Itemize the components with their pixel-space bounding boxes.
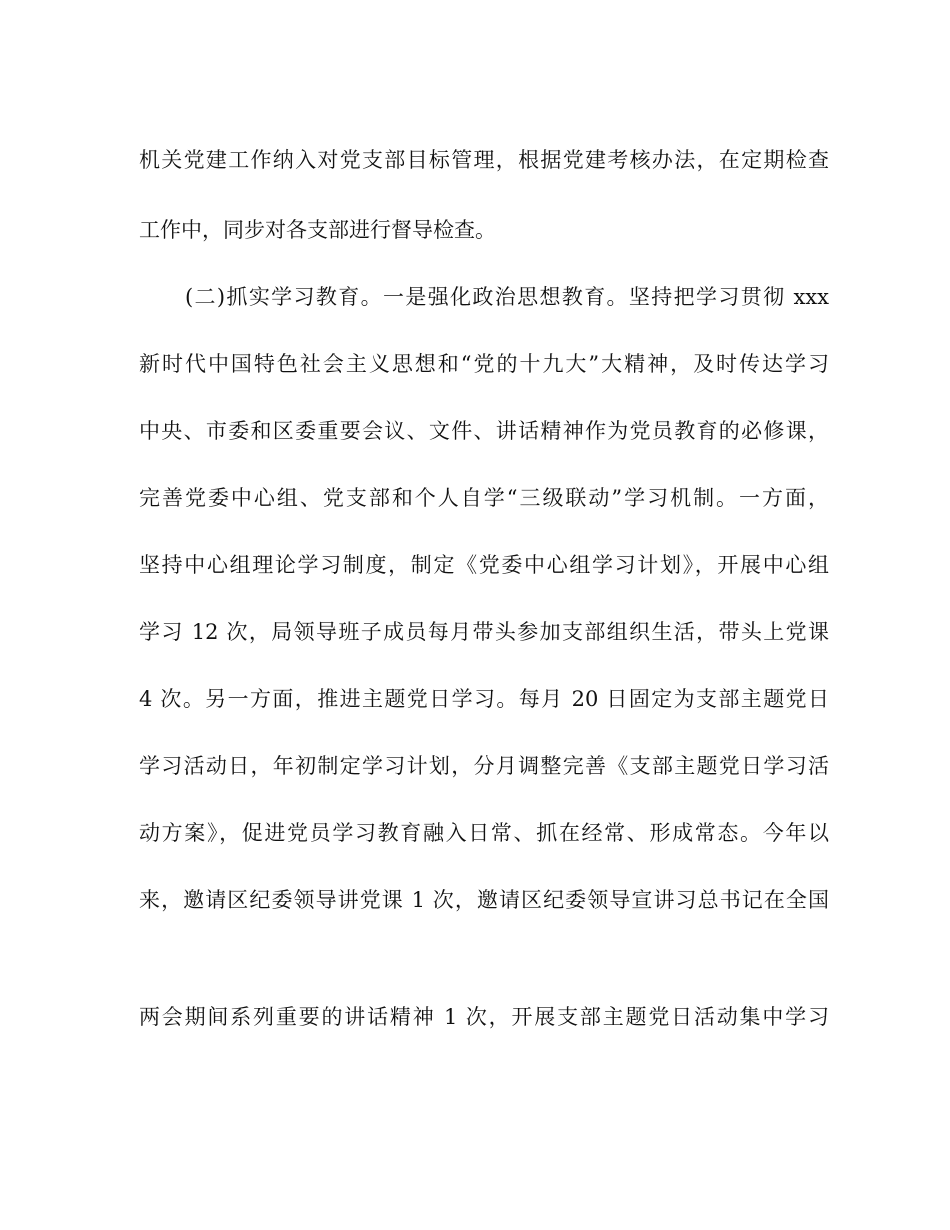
text-line-7: 坚持中心组理论学习制度，制定《党委中心组学习计划》，开展中心组 <box>139 553 829 577</box>
text-line-4: 新时代中国特色社会主义思想和“党的十九大”大精神，及时传达学习 <box>139 352 829 376</box>
text-line-5: 中央、市委和区委重要会议、文件、讲话精神作为党员教育的必修课， <box>139 419 829 443</box>
text-line-12: 来，邀请区纪委领导讲党课 1 次，邀请区纪委领导宣讲习总书记在全国 <box>139 888 829 912</box>
text-line-13: 两会期间系列重要的讲话精神 1 次，开展支部主题党日活动集中学习 <box>139 1005 829 1029</box>
text-line-2: 工作中，同步对各支部进行督导检查。 <box>139 218 496 242</box>
text-line-6: 完善党委中心组、党支部和个人自学“三级联动”学习机制。一方面， <box>139 486 829 510</box>
text-line-3: (二)抓实学习教育。一是强化政治思想教育。坚持把学习贯彻 xxx <box>185 285 829 309</box>
text-line-9: 4 次。另一方面，推进主题党日学习。每月 20 日固定为支部主题党日 <box>139 687 829 711</box>
text-line-10: 学习活动日，年初制定学习计划，分月调整完善《支部主题党日学习活 <box>139 754 829 778</box>
text-line-1: 机关党建工作纳入对党支部目标管理，根据党建考核办法，在定期检查 <box>139 148 829 172</box>
text-line-8: 学习 12 次，局领导班子成员每月带头参加支部组织生活，带头上党课 <box>139 620 829 644</box>
text-line-11: 动方案》，促进党员学习教育融入日常、抓在经常、形成常态。今年以 <box>139 821 829 845</box>
